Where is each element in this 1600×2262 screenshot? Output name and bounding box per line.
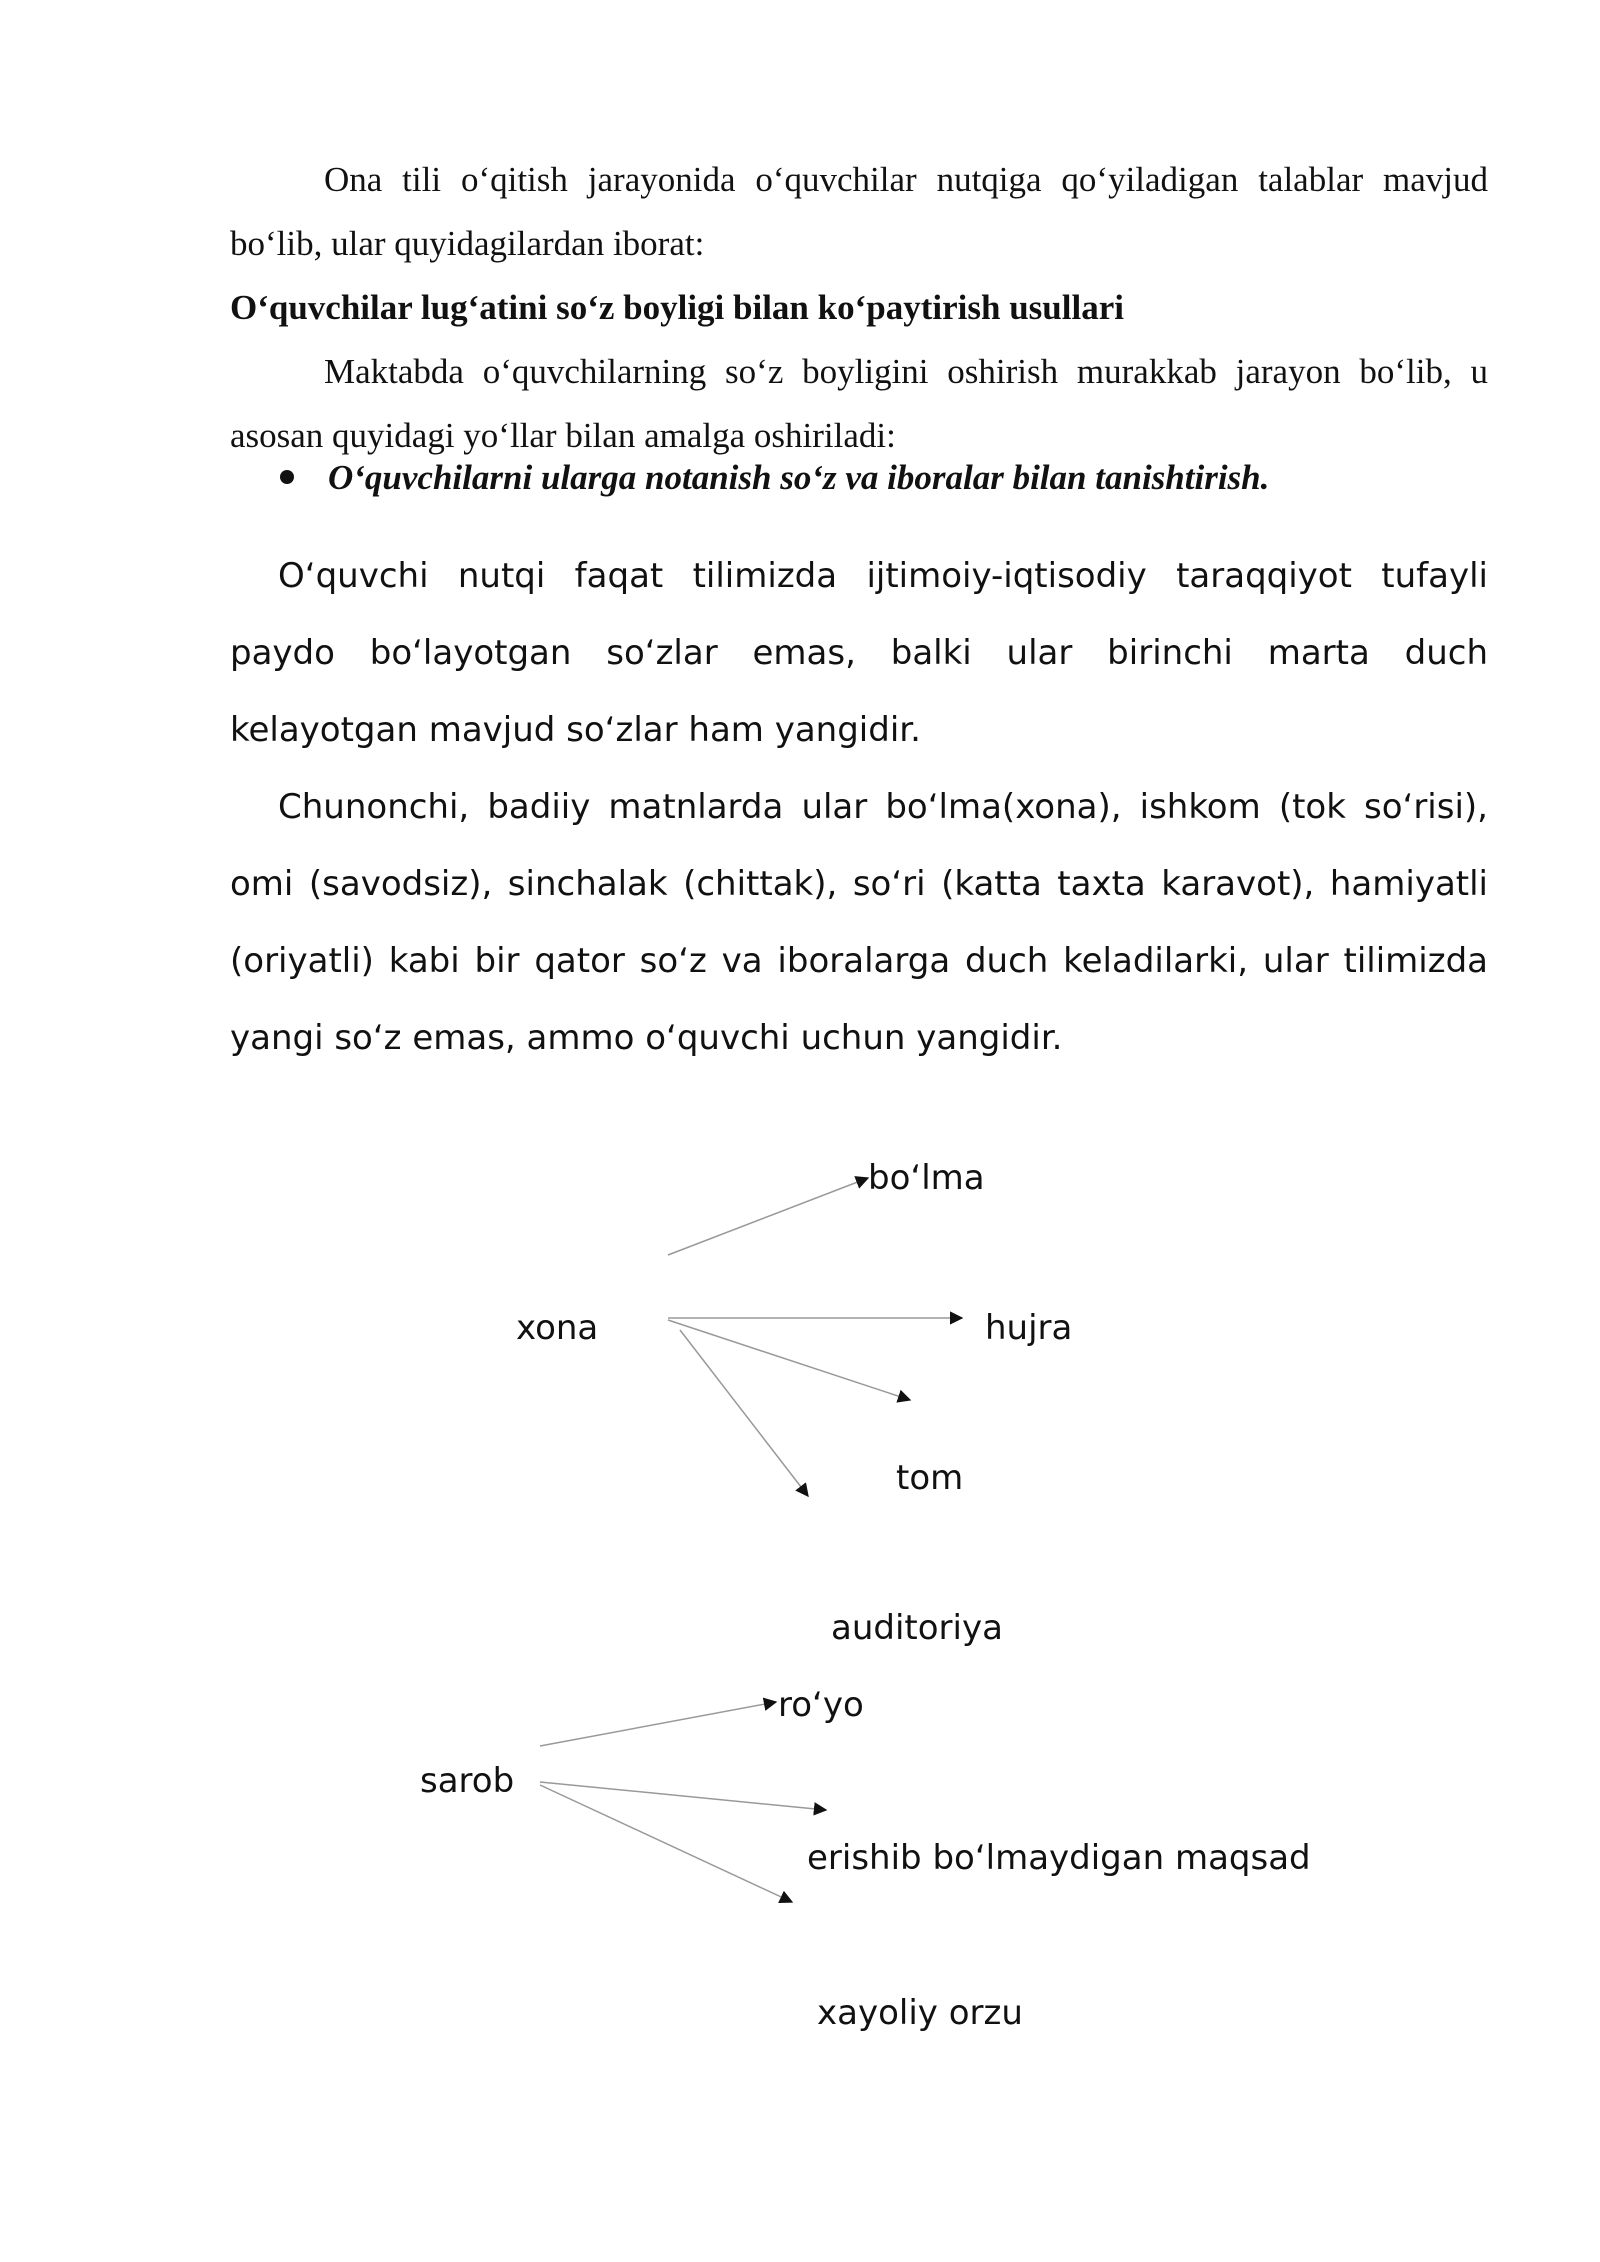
target-word-auditoriya: auditoriya: [831, 1608, 1003, 1648]
target-word-royo: ro‘yo: [778, 1685, 864, 1725]
arrow-sarob-orzu: [540, 1785, 792, 1902]
body-paragraph-2: Chunonchi, badiiy matnlarda ular bo‘lma(xona), ishkom (tok so‘risi), omi (savodsiz), sinchalak (chittak), so‘ri (katta taxta karavot), hamiyatli (oriyatli) kabi bir qator so‘z va iboralarga duch keladilarki, ular tilimizda yangi so‘z emas, ammo o‘quvchi uchun yangidir.: [230, 787, 1488, 1058]
section-heading: O‘quvchilar lug‘atini so‘z boyligi bilan ko‘paytirish usullari: [230, 288, 1124, 327]
method-paragraph: Maktabda o‘quvchilarning so‘z boyligini oshirish murakkab jarayon bo‘lib, u asosan quyidagi yo‘llar bilan amalga oshiriladi:: [230, 352, 1488, 455]
arrow-sarob-maqsad: [540, 1782, 826, 1810]
target-word-bolma: bo‘lma: [868, 1158, 985, 1198]
arrow-xona-auditoriya: [680, 1330, 808, 1496]
target-word-maqsad: erishib bo‘lmaydigan maqsad: [807, 1838, 1311, 1878]
source-word-sarob: sarob: [420, 1761, 515, 1801]
target-word-tom: tom: [896, 1458, 964, 1498]
source-word-xona: xona: [516, 1308, 599, 1348]
body-paragraph-1: O‘quvchi nutqi faqat tilimizda ijtimoiy-iqtisodiy taraqqiyot tufayli paydo bo‘layotgan so‘zlar emas, balki ular birinchi marta duch kelayotgan mavjud so‘zlar ham yangidir.: [230, 556, 1488, 750]
arrow-sarob-royo: [540, 1702, 776, 1746]
intro-paragraph: Ona tili o‘qitish jarayonida o‘quvchilar nutqiga qo‘yiladigan talablar mavjud bo‘lib, ular quyidagilardan iborat:: [230, 160, 1488, 263]
target-word-hujra: hujra: [985, 1308, 1073, 1348]
bullet-item: O‘quvchilarni ularga notanish so‘z va iboralar bilan tanishtirish.: [328, 458, 1270, 497]
arrow-xona-bolma: [668, 1178, 868, 1255]
target-word-orzu: xayoliy orzu: [817, 1993, 1023, 2033]
bullet-dot-icon: [280, 470, 294, 484]
arrow-xona-tom: [668, 1320, 910, 1400]
